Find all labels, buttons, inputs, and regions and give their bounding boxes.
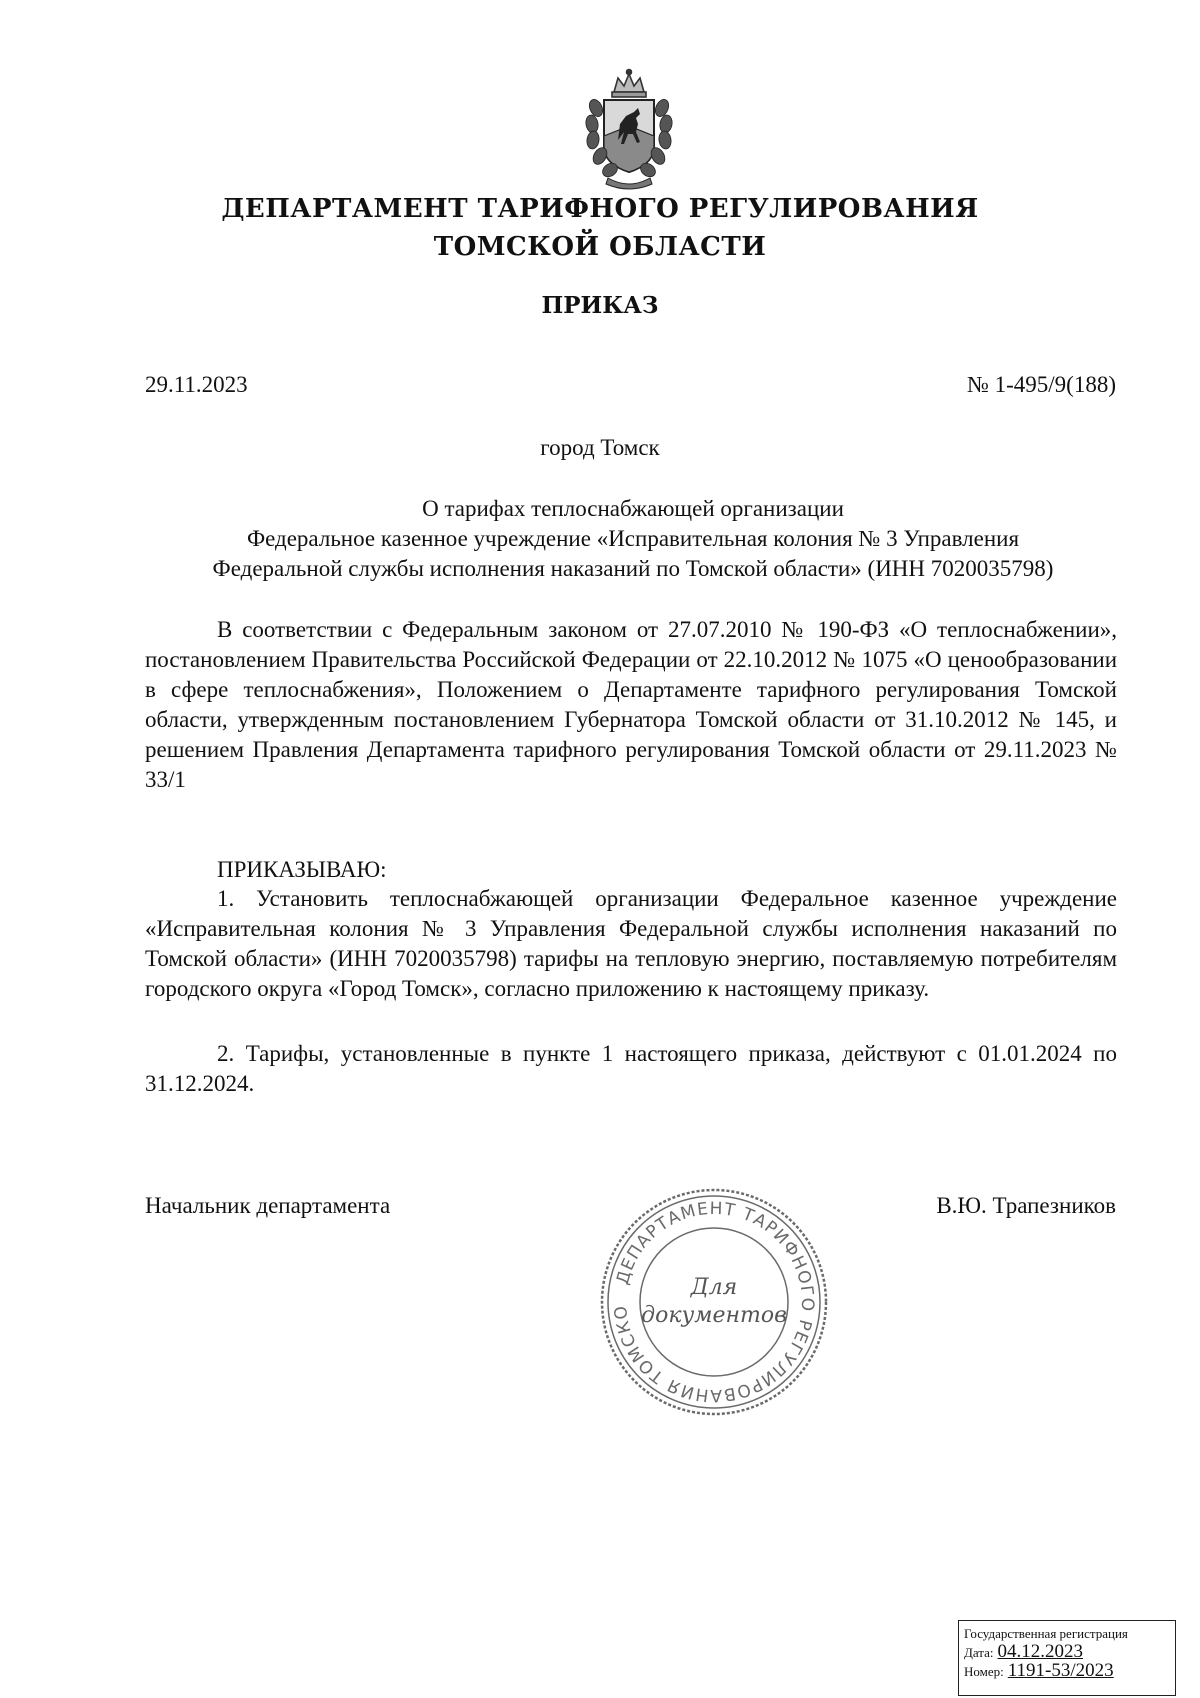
registration-box xyxy=(958,1620,1176,1696)
coat-of-arms-icon xyxy=(568,68,690,192)
organization-title-line2: ТОМСКОЙ ОБЛАСТИ xyxy=(433,232,767,262)
subject-line2: Федеральное казенное учреждение «Исправительная колония № 3 Управления xyxy=(246,526,1020,551)
signer-position: Начальник департамента xyxy=(145,1193,391,1218)
registration-number-label: Номер: xyxy=(964,1664,1004,1679)
order-word: ПРИКАЗЫВАЮ: xyxy=(217,857,387,882)
document-meta-row xyxy=(145,372,1116,398)
document-type: ПРИКАЗ xyxy=(541,292,659,319)
organization-title xyxy=(0,190,1200,266)
subject-line1: О тарифах теплоснабжающей организации xyxy=(422,496,844,521)
registration-date-label: Дата: xyxy=(964,1645,994,1660)
registration-number-line xyxy=(964,1662,1170,1681)
order-item-2: 2. Тарифы, установленные в пункте 1 настоящего приказа, действуют с 01.01.2024 по 31.12.2024. xyxy=(145,1041,1117,1096)
stamp-center-line1: Для xyxy=(690,1275,738,1300)
document-date: 29.11.2023 xyxy=(145,372,248,397)
organization-title-line1: ДЕПАРТАМЕНТ ТАРИФНОГО РЕГУЛИРОВАНИЯ xyxy=(221,194,979,224)
registration-title: Государственная регистрация xyxy=(964,1626,1128,1641)
stamp-center-text xyxy=(598,1274,830,1330)
stamp-center-line2: документов xyxy=(641,1303,787,1328)
stamp-ring-text: ДЕПАРТАМЕНТ ТАРИФНОГО РЕГУЛИРОВАНИЯ ТОМСКО xyxy=(610,1198,818,1406)
subject-line3: Федеральной службы исполнения наказаний по Томской области» (ИНН 7020035798) xyxy=(212,556,1054,581)
signer-name: В.Ю. Трапезников xyxy=(936,1193,1116,1218)
official-stamp xyxy=(598,1186,830,1418)
document-city: город Томск xyxy=(540,435,660,460)
registration-date-value: 04.12.2023 xyxy=(997,1641,1084,1662)
document-subject xyxy=(150,494,1116,584)
document-number: № 1-495/9(188) xyxy=(966,372,1116,397)
order-item-1: 1. Установить теплоснабжающей организации Федеральное казенное учреждение «Исправительная колония № 3 Управления Федеральной службы исполнения наказаний по Томской области» (ИНН 7020035798) тарифы на тепловую энергию, поставляемую потребителям городского округа «Город Томск», согласно приложению к настоящему приказу. xyxy=(145,886,1117,1001)
registration-number-value: 1191-53/2023 xyxy=(1007,1660,1114,1681)
legal-basis-paragraph: В соответствии с Федеральным законом от 27.07.2010 № 190-ФЗ «О теплоснабжении», постановлением Правительства Российской Федерации от 22.10.2012 № 1075 «О ценообразовании в сфере теплоснабжения», Положением о Департаменте тарифного регулирования Томской области, утвержденным постановлением Губернатора Томской области от 31.10.2012 № 145, и решением Правления Департамента тарифного регулирования Томской области от 29.11.2023 № 33/1 xyxy=(145,617,1117,792)
